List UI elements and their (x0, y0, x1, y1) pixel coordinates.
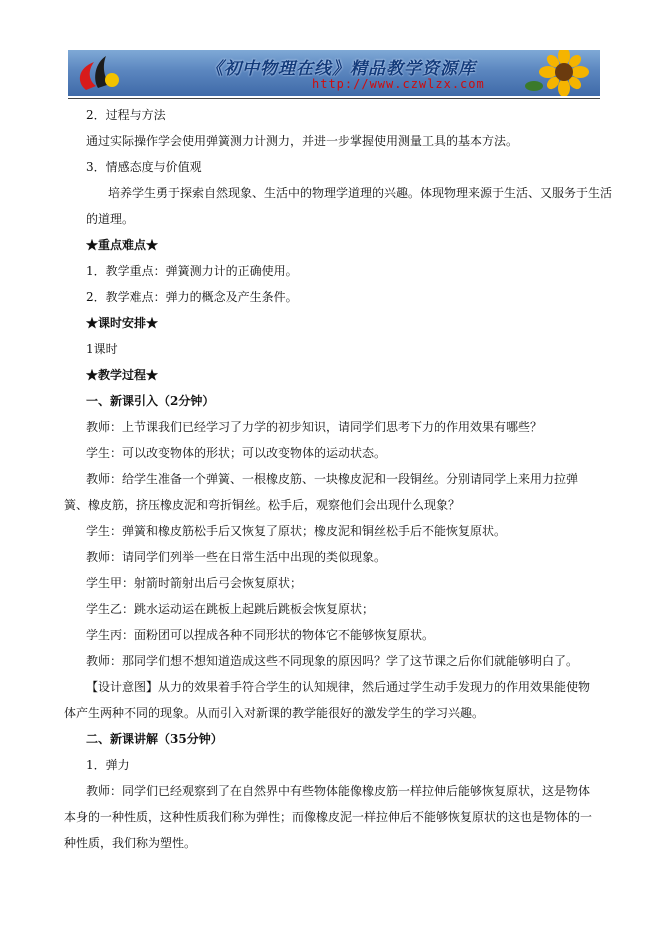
sunflower-icon (524, 50, 594, 96)
paragraph: 教师：同学们已经观察到了在自然界中有些物体能像橡皮筋一样拉伸后能够恢复原状，这是物体本身的一种性质，这种性质我们称为弹性；而像橡皮泥一样拉伸后不能够恢复原状的这也是物体的一种性质，我们称为塑性。 (64, 784, 593, 850)
paragraph: 学生甲：射箭时箭射出后弓会恢复原状； (86, 576, 303, 590)
paragraph: 学生：可以改变物体的形状；可以改变物体的运动状态。 (86, 446, 387, 460)
subheading: 2．过程与方法 (86, 108, 166, 122)
section-heading: ★重点难点★ (86, 238, 159, 252)
subheading: 1．弹力 (86, 758, 130, 772)
paragraph: 教师：给学生准备一个弹簧、一根橡皮筋、一块橡皮泥和一段铜丝。分别请同学上来用力拉弹簧、橡皮筋，挤压橡皮泥和弯折铜丝。松手后，观察他们会出现什么现象？ (64, 472, 579, 512)
logo-icon (72, 52, 132, 94)
paragraph: 1．教学重点：弹簧测力计的正确使用。 (86, 264, 298, 278)
paragraph: 教师：那同学们想不想知道造成这些不同现象的原因吗？学了这节课之后你们就能够明白了。 (86, 654, 579, 668)
paragraph: 学生丙：面粉团可以捏成各种不同形状的物体它不能够恢复原状。 (86, 628, 435, 642)
paragraph: 学生：弹簧和橡皮筋松手后又恢复了原状；橡皮泥和铜丝松手后不能恢复原状。 (86, 524, 507, 538)
section-heading: 二、新课讲解（35分钟） (86, 732, 223, 746)
banner-title: 《初中物理在线》精品教学资源库 (206, 59, 476, 79)
header-divider (68, 98, 600, 99)
paragraph: 2．教学难点：弹力的概念及产生条件。 (86, 290, 298, 304)
paragraph: 1课时 (86, 342, 118, 356)
paragraph: 培养学生勇于探索自然现象、生活中的物理学道理的兴趣。体现物理来源于生活、又服务于生活的道理。 (86, 186, 613, 226)
paragraph: 教师：请同学们列举一些在日常生活中出现的类似现象。 (86, 550, 387, 564)
paragraph: 教师：上节课我们已经学习了力学的初步知识，请同学们思考下力的作用效果有哪些？ (86, 420, 543, 434)
paragraph: 通过实际操作学会使用弹簧测力计测力，并进一步掌握使用测量工具的基本方法。 (86, 134, 519, 148)
banner-url: http://www.czwlzx.com (312, 77, 485, 91)
paragraph: 学生乙：跳水运动运在跳板上起跳后跳板会恢复原状； (86, 602, 375, 616)
section-heading: ★课时安排★ (86, 316, 159, 330)
header-banner (68, 50, 600, 96)
section-heading: 一、新课引入（2分钟） (86, 394, 215, 408)
document-body (64, 102, 613, 856)
subheading: 3．情感态度与价值观 (86, 160, 202, 174)
section-heading: ★教学过程★ (86, 368, 159, 382)
design-intent: 【设计意图】从力的效果着手符合学生的认知规律，然后通过学生动手发现力的作用效果能使物体产生两种不同的现象。从而引入对新课的教学能很好的激发学生的学习兴趣。 (64, 680, 591, 720)
